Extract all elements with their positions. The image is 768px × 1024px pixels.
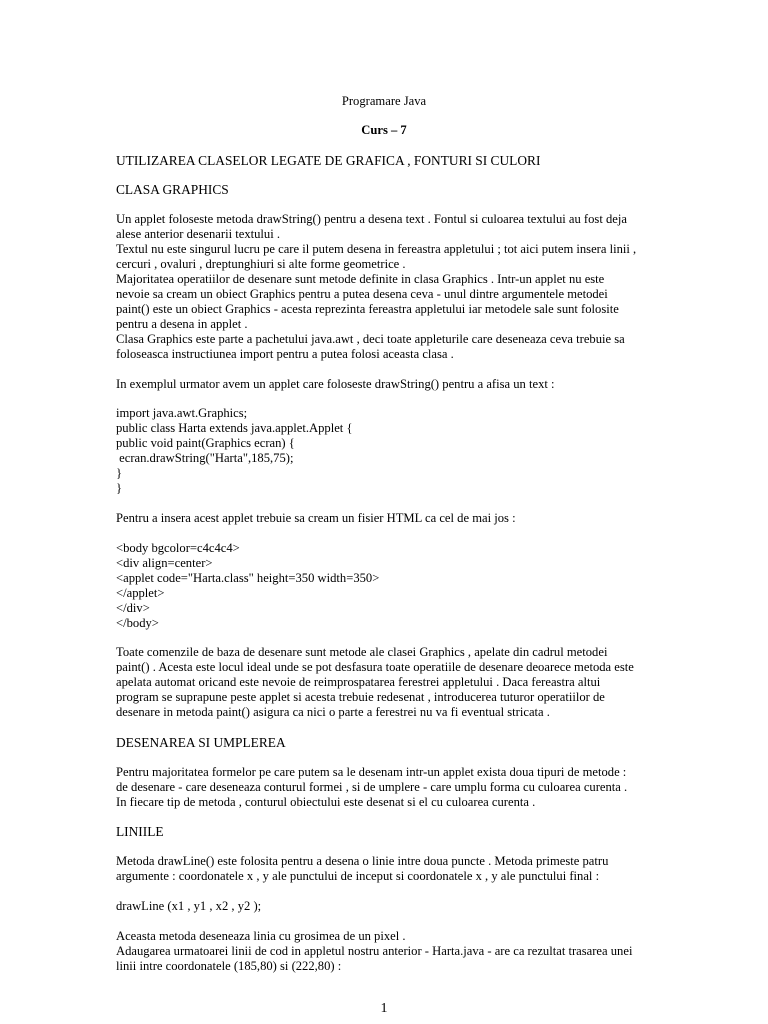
paragraph-line: alese anterior desenarii textului .	[116, 227, 281, 241]
paragraph-line: pentru a desena in applet .	[116, 317, 248, 331]
paragraph-line: paint() . Acesta este locul ideal unde se pot desfasura toate operatiile de desenare deoarece metoda este	[116, 660, 634, 674]
paragraph-line: desenare in metoda paint() asigura ca nici o parte a ferestrei nu va fi eventual stricata .	[116, 705, 550, 719]
paragraph-line: paint() este un obiect Graphics - acesta reprezinta fereastra appletului iar metodele sale sunt folosite	[116, 302, 619, 316]
code-line: public class Harta extends java.applet.Applet {	[116, 421, 353, 435]
code-line: }	[116, 481, 123, 495]
html-line: </body>	[116, 616, 159, 630]
section-heading-lines: LINIILE	[116, 824, 164, 839]
html-line: <div align=center>	[116, 556, 213, 570]
paragraph-line: apelata automat oricand este nevoie de reimprospatarea ferestrei appletului . Daca fereastra altui	[116, 675, 601, 689]
html-line: <applet code="Harta.class" height=350 width=350>	[116, 571, 380, 585]
code-line: import java.awt.Graphics;	[116, 406, 248, 420]
paragraph-line: foloseasca instructiunea import pentru a putea folosi aceasta clasa .	[116, 347, 454, 361]
paragraph-line: de desenare - care deseneaza conturul formei , si de umplere - care umplu forma cu culoarea curenta .	[116, 780, 628, 794]
paragraph-line: argumente : coordonatele x , y ale punctului de inceput si coordonatele x , y ale punctului final :	[116, 869, 600, 883]
example-intro: In exemplul urmator avem un applet care foloseste drawString() pentru a afisa un text :	[116, 377, 555, 391]
code-line: ecran.drawString("Harta",185,75);	[116, 451, 294, 465]
paragraph-line: In fiecare tip de metoda , conturul obiectului este desenat si el cu culoarea curenta .	[116, 795, 536, 809]
paragraph-line: Adaugarea urmatoarei linii de cod in appletul nostru anterior - Harta.java - are ca rezultat trasarea unei	[116, 944, 633, 958]
code-line: public void paint(Graphics ecran) {	[116, 436, 295, 450]
lesson-title: Curs – 7	[361, 123, 407, 137]
course-title: Programare Java	[341, 94, 427, 108]
paragraph-line: Metoda drawLine() este folosita pentru a desena o linie intre doua puncte . Metoda primeste patru	[116, 854, 609, 868]
html-line: </applet>	[116, 586, 165, 600]
paragraph-line: Toate comenzile de baza de desenare sunt metode ale clasei Graphics , apelate din cadrul metodei	[116, 645, 608, 659]
html-line: <body bgcolor=c4c4c4>	[116, 541, 240, 555]
paragraph-line: Pentru majoritatea formelor pe care putem sa le desenam intr-un applet exista doua tipuri de metode :	[116, 765, 627, 779]
paragraph-line: linii intre coordonatele (185,80) si (222,80) :	[116, 959, 342, 973]
method-signature: drawLine (x1 , y1 , x2 , y2 );	[116, 899, 262, 913]
paragraph-line: nevoie sa cream un obiect Graphics pentru a putea desena ceva - unul dintre argumentele metodei	[116, 287, 608, 301]
paragraph-line: Clasa Graphics este parte a pachetului java.awt , deci toate appleturile care deseneaza ceva trebuie sa	[116, 332, 625, 346]
code-line: }	[116, 466, 123, 480]
paragraph-line: Textul nu este singurul lucru pe care il putem desena in fereastra appletului ; tot aici putem insera linii ,	[116, 242, 637, 256]
paragraph-line: Aceasta metoda deseneaza linia cu grosimea de un pixel .	[116, 929, 406, 943]
paragraph-line: cercuri , ovaluri , dreptunghiuri si alte forme geometrice .	[116, 257, 406, 271]
main-title: UTILIZAREA CLASELOR LEGATE DE GRAFICA , FONTURI SI CULORI	[116, 153, 541, 168]
section-heading-graphics: CLASA GRAPHICS	[116, 182, 229, 197]
html-line: </div>	[116, 601, 150, 615]
paragraph-line: Majoritatea operatiilor de desenare sunt metode definite in clasa Graphics . Intr-un applet nu este	[116, 272, 605, 286]
section-heading-fill: DESENAREA SI UMPLEREA	[116, 735, 286, 750]
paragraph-line: Un applet foloseste metoda drawString() pentru a desena text . Fontul si culoarea textului au fost deja	[116, 212, 627, 226]
html-intro: Pentru a insera acest applet trebuie sa cream un fisier HTML ca cel de mai jos :	[116, 511, 516, 525]
paragraph-line: program se suprapune peste applet si acesta trebuie redesenat , introducerea tuturor operatiilor de	[116, 690, 605, 704]
page-number: 1	[380, 1001, 388, 1016]
